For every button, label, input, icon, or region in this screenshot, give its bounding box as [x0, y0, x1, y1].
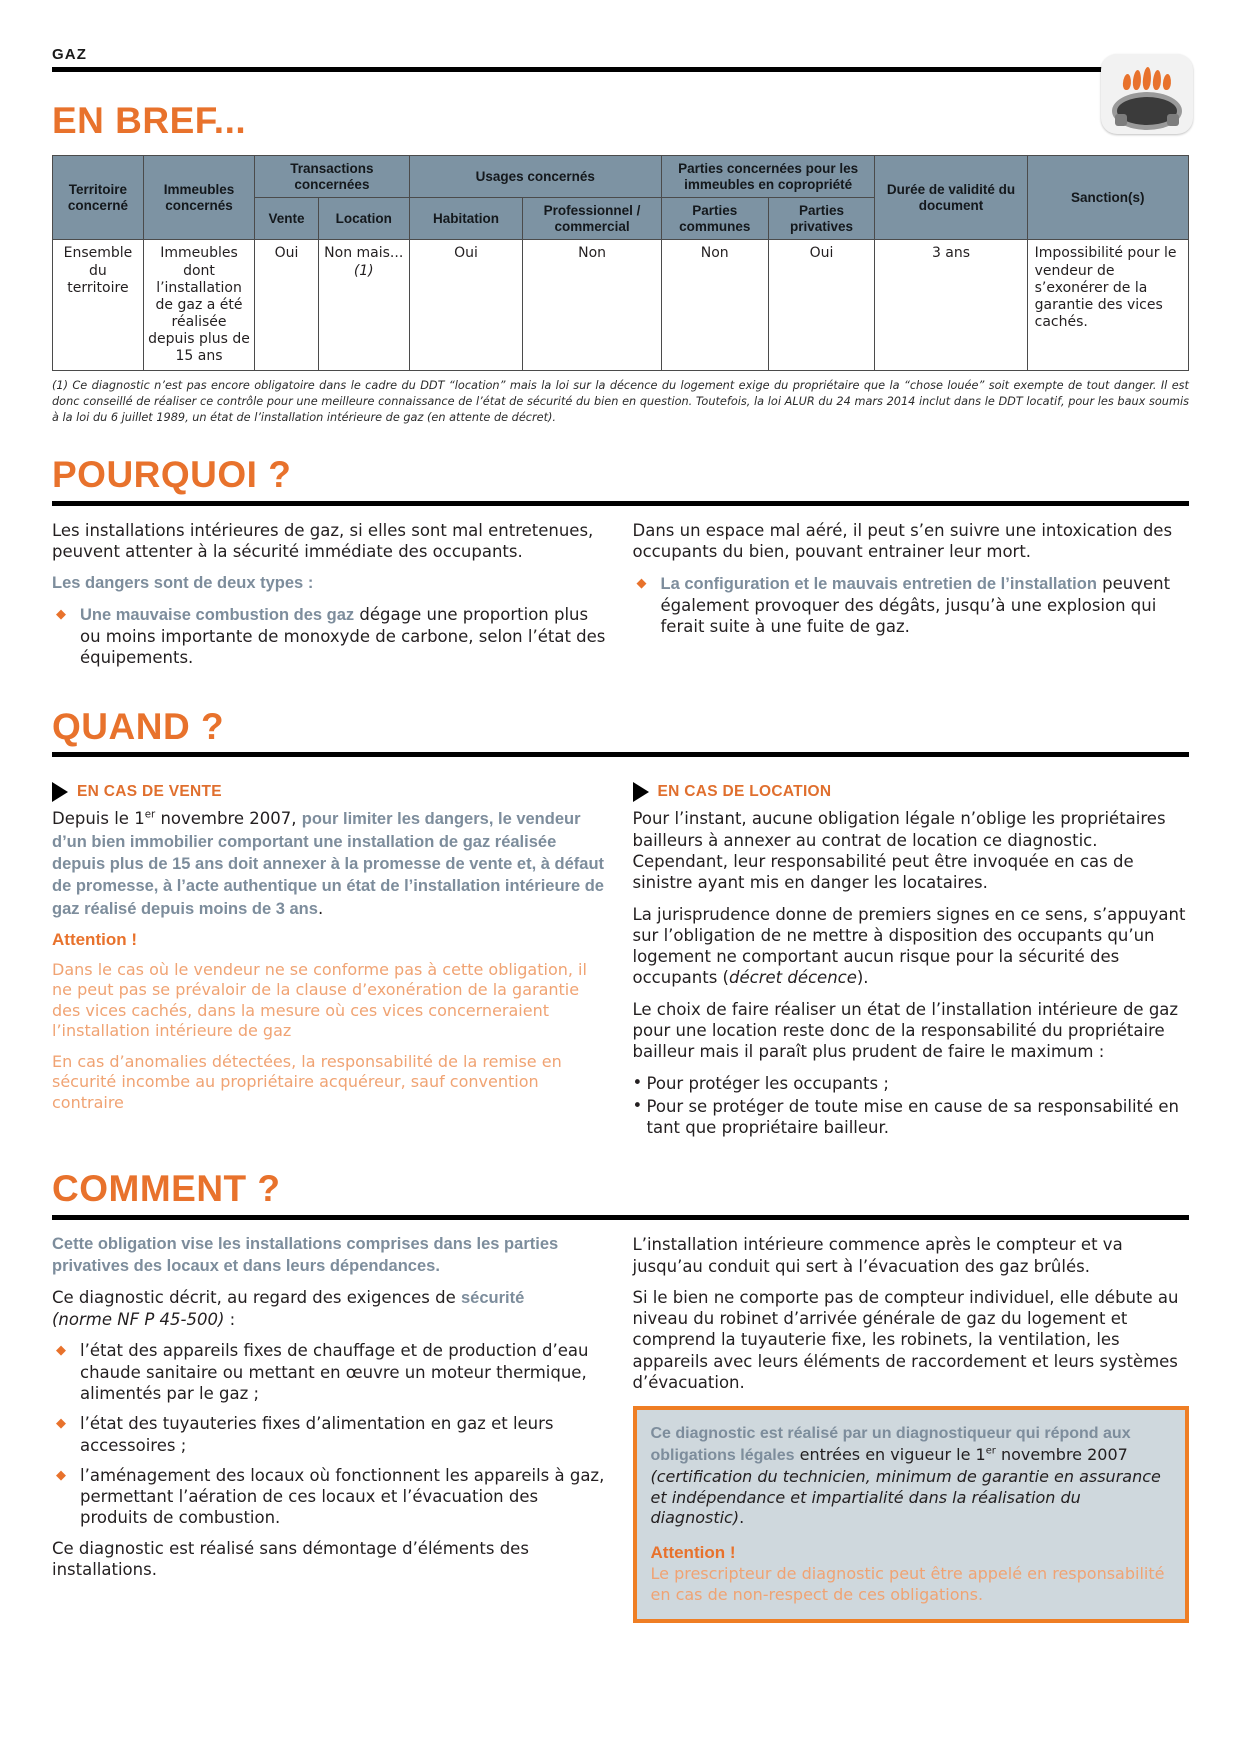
- td-duree: 3 ans: [875, 240, 1027, 371]
- subhead-label: EN CAS DE VENTE: [77, 783, 222, 801]
- list-item: [633, 573, 1190, 638]
- pourquoi-columns: [52, 520, 1189, 678]
- th-location: Location: [318, 198, 409, 240]
- callout-sup: er: [985, 1445, 996, 1457]
- gas-burner-icon: [1101, 54, 1193, 134]
- td-immeubles: Immeubles dont l’installation de gaz a été réalisée depuis plus de 15 ans: [143, 240, 254, 371]
- th-transactions: Transactions concernées: [255, 155, 409, 197]
- td-parties-privatives: Oui: [768, 240, 875, 371]
- section-title-comment: COMMENT ?: [52, 1168, 281, 1210]
- callout-ital: (certification du technicien, minimum de garantie en assurance et indépendance et impartialité dans la réalisation du diagnostic): [650, 1466, 1161, 1528]
- triangle-right-icon: [52, 782, 68, 802]
- td-habitation: Oui: [409, 240, 523, 371]
- flame-icon: [1142, 67, 1152, 90]
- list-item: [52, 1465, 609, 1529]
- diamond-bullet-icon: ◆: [636, 575, 647, 591]
- list-item-label: Pour protéger les occupants ;: [646, 1073, 889, 1093]
- flame-icon: [1122, 74, 1131, 90]
- p2-pre: La jurisprudence donne de premiers signes en ce sens, s’appuyant sur l’obligation de ne mettre à disposition des occupants qu’un logement ne comportant aucun risque pour la sécurité des occupants (: [632, 904, 1186, 988]
- list-item-label: Pour se protéger de toute mise en cause de sa responsabilité en tant que propriétaire bailleur.: [646, 1096, 1180, 1138]
- pourquoi-right-column: [633, 520, 1190, 678]
- th-habitation: Habitation: [409, 198, 523, 240]
- td-location: [318, 240, 409, 371]
- td-parties-communes: Non: [661, 240, 768, 371]
- section-title-en-bref: EN BREF...: [52, 100, 247, 141]
- p1-post: :: [224, 1310, 236, 1330]
- p1-bold: sécurité: [460, 1288, 525, 1307]
- quand-columns: [52, 771, 1189, 1140]
- diamond-bullet-icon: ◆: [56, 1343, 66, 1359]
- diamond-bullet-icon: ◆: [56, 1416, 66, 1432]
- td-sanction: Impossibilité pour le vendeur de s’exonérer de la garantie des vices cachés.: [1027, 240, 1188, 371]
- td-location-note: (1): [353, 262, 374, 279]
- section-rule-comment: [52, 1215, 1189, 1220]
- th-parties-privatives: Parties privatives: [768, 198, 875, 240]
- section-title-quand: QUAND ?: [52, 705, 225, 747]
- comment-columns: [52, 1234, 1189, 1623]
- section-pourquoi: [52, 456, 1189, 678]
- comment-right-column: [633, 1234, 1190, 1623]
- section-rule-pourquoi: [52, 501, 1189, 506]
- diagnostiqueur-callout: [633, 1406, 1190, 1623]
- th-usages: Usages concernés: [409, 155, 661, 197]
- attention-title-vente: Attention !: [52, 929, 137, 949]
- burner-stem-left: [1115, 114, 1127, 126]
- bullet-rest: peuvent également provoquer des dégâts, jusqu’à une explosion qui ferait suite à une fuite de gaz.: [660, 573, 1171, 637]
- comment-left-lead: Cette obligation vise les installations comprises dans les parties privatives des locaux et dans leurs dépendances.: [52, 1235, 559, 1275]
- table-row: [53, 240, 1189, 371]
- quand-right-column: [633, 771, 1190, 1140]
- quand-right-list: [633, 1073, 1190, 1139]
- quand-left-p1: [52, 808, 609, 919]
- quand-right-p3: Le choix de faire réaliser un état de l’installation intérieure de gaz pour une location reste donc de la responsabilité du propriétaire bailleur mais il paraît plus prudent de faire le maximum :: [632, 999, 1179, 1062]
- p2-ital: décret décence: [729, 968, 857, 988]
- p1-pre: Ce diagnostic décrit, au regard des exigences de: [52, 1287, 461, 1307]
- burner-stem-right: [1167, 114, 1179, 126]
- list-item-label: l’état des tuyauteries fixes d’alimentation en gaz et leurs accessoires ;: [80, 1414, 554, 1455]
- quand-right-p2: [633, 904, 1190, 989]
- en-bref-footnote: (1) Ce diagnostic n’est pas encore obligatoire dans le cadre du DDT “location” mais la loi sur la décence du logement exige du propriétaire que la “chose louée” soit exempte de tout danger. Il est donc conseillé de réaliser ce contrôle pour une meilleure connaissance de l’état de sécurité du bien en question. Toutefois, la loi ALUR du 24 mars 2014 inclut dans le DDT locatif, pour les baux soumis à la loi du 6 juillet 1989, un état de l’installation intérieure de gaz (en attente de décret).: [52, 379, 1189, 425]
- p1-ital: (norme NF P 45-500): [52, 1310, 225, 1330]
- comment-left-closing: Ce diagnostic est réalisé sans démontage d’éléments des installations.: [52, 1538, 529, 1579]
- callout-end: .: [739, 1508, 745, 1528]
- section-quand: [52, 705, 1189, 1141]
- comment-right-p2: Si le bien ne comporte pas de compteur individuel, elle débute au niveau du robinet d’arrivée générale de gaz du logement et comprend la tuyauterie fixe, les robinets, la ventilation, les appareils avec leurs éléments de raccordement et leurs systèmes d’évacuation.: [632, 1287, 1179, 1392]
- dot-bullet-icon: •: [632, 1095, 643, 1115]
- triangle-right-icon: [633, 782, 649, 802]
- bullet-bold-lead: La configuration et le mauvais entretien de l’installation: [660, 574, 1097, 593]
- bullet-rest: dégage une proportion plus ou moins importante de monoxyde de carbone, selon l’état des équipements.: [80, 604, 606, 668]
- callout-body: [651, 1423, 1172, 1529]
- th-parties: Parties concernées pour les immeubles en copropriété: [661, 155, 875, 197]
- callout-bold: Ce diagnostic est réalisé par un diagnostiqueur qui répond aux obligations légales: [650, 1425, 1131, 1465]
- section-rule-quand: [52, 752, 1189, 757]
- p2-post: ).: [856, 968, 869, 988]
- diamond-bullet-icon: ◆: [56, 606, 66, 622]
- th-sanction: Sanction(s): [1027, 155, 1188, 240]
- callout-mid-post: novembre 2007: [995, 1445, 1128, 1465]
- pourquoi-left-list: [52, 604, 609, 669]
- p1-suffix: .: [317, 898, 324, 918]
- bullet-bold-lead: Une mauvaise combustion des gaz: [80, 605, 355, 624]
- td-location-main: Non mais...: [324, 245, 404, 262]
- callout-attention-title: Attention !: [650, 1543, 736, 1563]
- p1-bold: pour limiter les dangers, le vendeur d’un bien immobilier comportant une installation de gaz réalisée depuis plus de 15 ans doit annexer à la promesse de vente et, à défaut de promesse, à l’acte authentique un état de l’installation intérieure de gaz réalisé depuis moins de 3 ans: [52, 810, 605, 918]
- en-bref-table: [52, 155, 1189, 371]
- list-item-label: l’aménagement des locaux où fonctionnent les appareils à gaz, permettant l’aération de ces locaux et l’évacuation des produits de combustion.: [80, 1465, 605, 1528]
- td-territoire: Ensemble du territoire: [53, 240, 144, 371]
- comment-right-p1: L’installation intérieure commence après le compteur et va jusqu’au conduit qui sert à l’évacuation des gaz brûlés.: [632, 1235, 1123, 1276]
- header-rule: [52, 67, 1189, 72]
- th-duree: Durée de validité du document: [875, 155, 1027, 240]
- td-vente: Oui: [255, 240, 319, 371]
- subhead-label: EN CAS DE LOCATION: [657, 783, 832, 801]
- pourquoi-left-p1: Les installations intérieures de gaz, si elles sont mal entretenues, peuvent attenter à la sécurité immédiate des occupants.: [52, 520, 594, 562]
- pourquoi-right-p1: Dans un espace mal aéré, il peut s’en suivre une intoxication des occupants du bien, pouvant entrainer leur mort.: [632, 520, 1173, 562]
- th-parties-communes: Parties communes: [661, 198, 768, 240]
- pourquoi-left-column: [52, 520, 609, 678]
- p1-prefix: Depuis le 1: [52, 809, 145, 829]
- td-professionnel: Non: [523, 240, 662, 371]
- list-item: [633, 1073, 1190, 1094]
- quand-left-column: [52, 771, 609, 1140]
- list-item: [52, 1413, 609, 1456]
- table-header-row-1: [53, 155, 1189, 197]
- list-item: [52, 604, 609, 669]
- comment-left-p1: [52, 1287, 609, 1331]
- burner-flames: [1101, 67, 1193, 90]
- document-header: [52, 46, 1189, 72]
- attention-body-1: Dans le cas où le vendeur ne se conforme pas à cette obligation, il ne peut pas se prévaloir de la clause d’exonération de la garantie des vices cachés, dans la mesure où ces vices concerneraient l’installation intérieure de gaz: [52, 959, 587, 1041]
- comment-left-list: [52, 1340, 609, 1528]
- pourquoi-right-list: [633, 573, 1190, 638]
- th-vente: Vente: [255, 198, 319, 240]
- subhead-en-cas-de-vente: [52, 782, 609, 802]
- flame-icon: [1152, 70, 1161, 90]
- callout-mid-pre: entrées en vigueur le 1: [794, 1445, 986, 1465]
- th-territoire: Territoire concerné: [53, 155, 144, 240]
- section-comment: [52, 1170, 1189, 1623]
- p1-sup: er: [144, 809, 156, 821]
- th-immeubles: Immeubles concernés: [143, 155, 254, 240]
- page-kicker: GAZ: [52, 46, 87, 63]
- section-title-pourquoi: POURQUOI ?: [52, 454, 292, 496]
- subhead-en-cas-de-location: [633, 782, 1190, 802]
- list-item-label: l’état des appareils fixes de chauffage et de production d’eau chaude sanitaire ou mettant en œuvre un moteur thermique, alimentés par le gaz ;: [80, 1341, 589, 1403]
- callout-attention-body: Le prescripteur de diagnostic peut être appelé en responsabilité en cas de non-respect de ces obligations.: [650, 1564, 1165, 1604]
- p1-mid: novembre 2007,: [155, 809, 302, 829]
- section-en-bref: [52, 102, 1189, 426]
- list-item: [52, 1340, 609, 1404]
- diamond-bullet-icon: ◆: [56, 1467, 66, 1483]
- flame-icon: [1162, 74, 1171, 90]
- th-professionnel: Professionnel / commercial: [523, 198, 662, 240]
- flame-icon: [1132, 70, 1141, 90]
- dot-bullet-icon: •: [632, 1072, 643, 1092]
- pourquoi-left-lead: Les dangers sont de deux types :: [52, 573, 314, 592]
- quand-right-p1: Pour l’instant, aucune obligation légale n’oblige les propriétaires bailleurs à annexer au contrat de location ce diagnostic. Cependant, leur responsabilité peut être invoquée en cas de sinistre ayant mis en danger les locataires.: [632, 809, 1166, 893]
- list-item: [633, 1096, 1190, 1139]
- attention-body-2: En cas d’anomalies détectées, la responsabilité de la remise en sécurité incombe au propriétaire acquéreur, sauf convention contraire: [52, 1051, 562, 1112]
- comment-left-column: [52, 1234, 609, 1623]
